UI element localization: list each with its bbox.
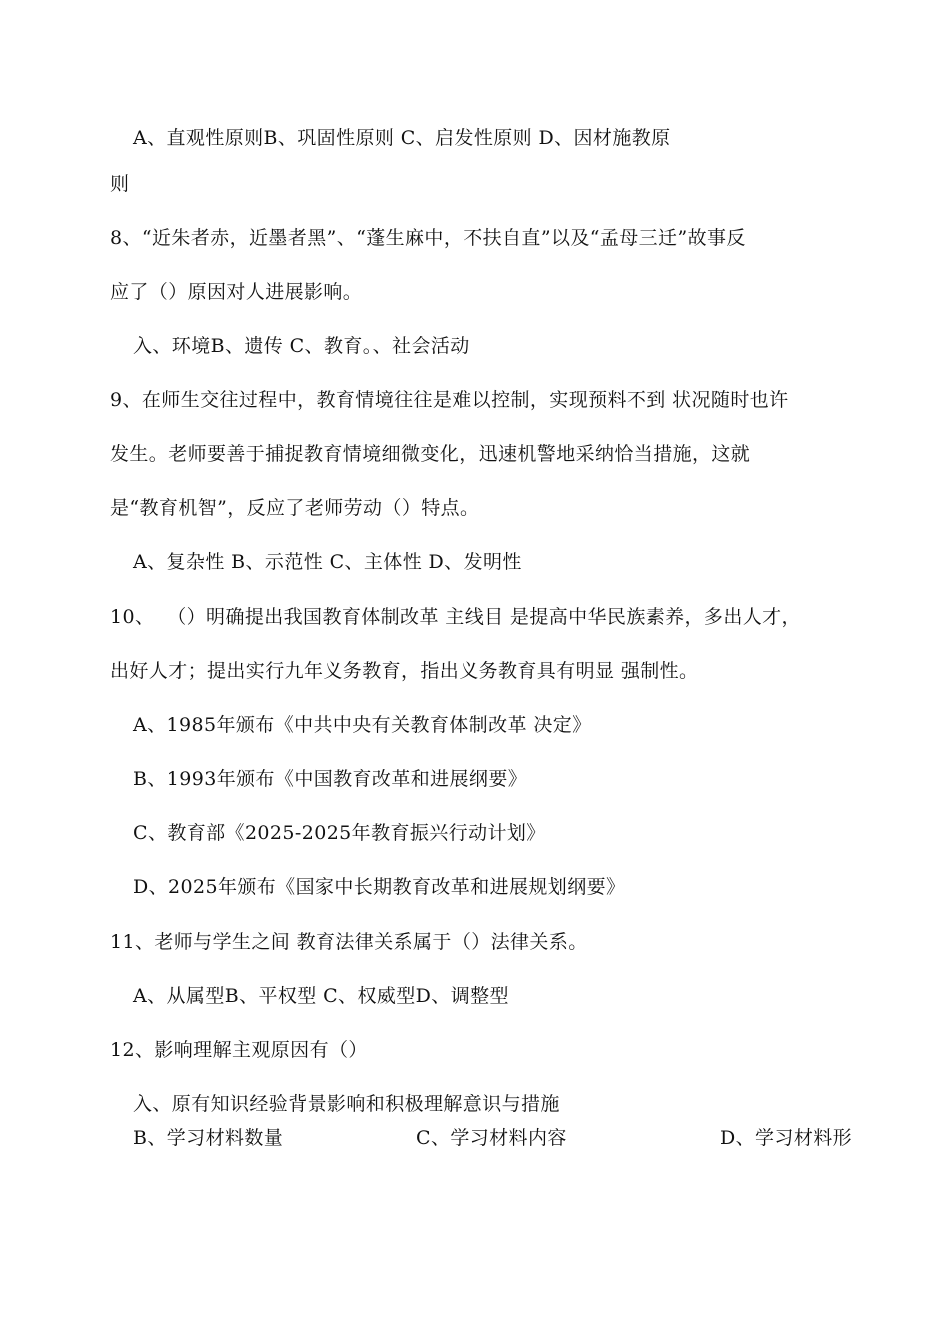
q9-stem-line3: 是“教育机智”，反应了老师劳动（）特点。 [110,497,480,519]
q9-options: A、复杂性 B、示范性 C、主体性 D、发明性 [133,551,522,573]
q10-option-a: A、1985年颁布《中共中央有关教育体制改革 决定》 [133,714,592,736]
q7-options-wrap: 则 [110,173,130,195]
q11-stem: 11、老师与学生之间 教育法律关系属于（）法律关系。 [110,931,588,953]
q9-stem-line2: 发生。老师要善于捕捉教育情境细微变化，迅速机警地采纳恰当措施，这就 [110,443,751,465]
q12-option-c: C、学习材料内容 [416,1127,567,1149]
q10-option-b: B、1993年颁布《中国教育改革和进展纲要》 [133,768,528,790]
q10-stem-line2: 出好人才；提出实行九年义务教育，指出义务教育具有明显 强制性。 [110,660,699,682]
q10-option-d: D、2025年颁布《国家中长期教育改革和进展规划纲要》 [133,876,626,898]
q12-stem: 12、影响理解主观原因有（） [110,1039,368,1061]
q8-stem-line1: 8、“近朱者赤，近墨者黑”、“蓬生麻中，不扶自直”以及“孟母三迁”故事反 [110,227,746,249]
q7-options: A、直观性原则B、巩固性原则 C、启发性原则 D、因材施教原 [133,127,671,149]
q12-option-b: B、学习材料数量 [133,1127,284,1149]
q10-stem-line1: 10、 （）明确提出我国教育体制改革 主线目 是提高中华民族素养，多出人才， [110,606,801,628]
q9-stem-line1: 9、在师生交往过程中，教育情境往往是难以控制，实现预料不到 状况随时也许 [110,389,789,411]
q8-stem-line2: 应了（）原因对人进展影响。 [110,281,363,303]
q12-option-a: 入、原有知识经验背景影响和积极理解意识与措施 [133,1093,560,1115]
q11-options: A、从属型B、平权型 C、权威型D、调整型 [133,985,509,1007]
q10-option-c: C、教育部《2025-2025年教育振兴行动计划》 [133,822,546,844]
q12-option-d: D、学习材料形 [720,1127,853,1149]
q12-options-row [0,1126,950,1152]
q8-options: 入、环境B、遗传 C、教育。、社会活动 [133,335,470,357]
